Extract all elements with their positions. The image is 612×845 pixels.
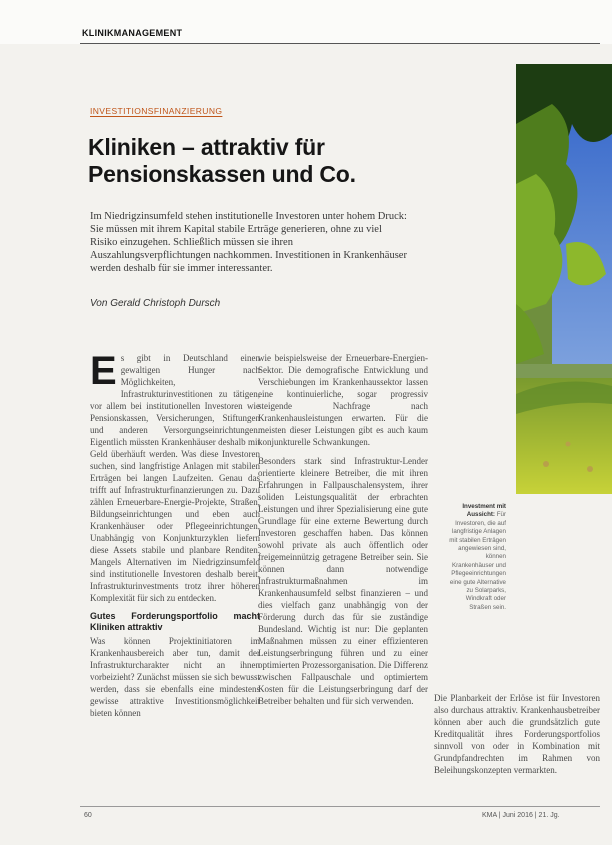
paragraph: Besonders stark sind Infrastruktur-Lender orientierte kleinere Betreiber, die mit ihren Erfahrungen in Fallpauschalensystem, ihrer soliden Leistungsqualität der erbrachten Leistungen und ihrer Spezialisierung eine gute Grundlage für eine externe Bewertung durch Investoren geschaffen haben. Das können sowohl private als auch öffentlich oder freigemeinnützig getragene Betreiber sein. Sie können dann notwendige Infrastrukturmaßnahmen im Krankenhausumfeld selbst finanzieren – und dies vielfach ganz unabhängig von der Förderung durch das für sie zuständige Bundesland. Wichtig ist nur: Die geplanten Maßnahmen müssen zu einer effizienteren Leistungserbringung führen und zu einer optimierten Prozessorganisation. Die Differenz zwischen Fallpauschale und optimiertem Kosten für die Leistungserbringung darf der Betreiber behalten und für sich verwenden. xyxy=(258,456,428,706)
article-subhead: Gutes Forderungsportfolio macht Kliniken attraktiv xyxy=(90,611,260,632)
section-header: KLINIKMANAGEMENT xyxy=(82,28,183,38)
article-kicker: INVESTITIONSFINANZIERUNG xyxy=(90,106,223,116)
footer-rule xyxy=(80,806,600,807)
paragraph-text: s gibt in Deutschland einen gewaltigen Hunger nach Möglichkeiten, Infrastrukturinvestitionen zu tätigen, vor allem bei institutionellen Investoren wie Pensionskassen, Versicherungen, Stiftungen und anderen Versorgungseinrichtungen. Eigentlich müssten Krankenhäuser deshalb mit Geld überhäuft werden. Was diese Investoren suchen, sind langfristige Anlagen mit stabilen Erträgen bei langen Laufzeiten. Genau das trifft auf Infrastrukturfinanzierungen zu. Dazu zählen Erneuerbare-Energie-Projekte, Straßen, Bildungseinrichtungen und eben auch Krankenhäuser oder Pflegeeinrichtungen. Unabhängig von Konjunkturzyklen liefern diese Assets stabile und planbare Renditen. Mangels Alternativen im Niedrigzinsumfeld sind institutionelle Investoren deshalb bereit, Infrastrukturinvestments trotz ihrer höheren Komplexität für sich zu entdecken. xyxy=(90,353,260,603)
landscape-photo xyxy=(516,64,612,494)
article-title: Kliniken – attraktiv für Pensionskassen und Co. xyxy=(88,134,356,187)
publication-info: KMA | Juni 2016 | 21. Jg. xyxy=(482,812,560,819)
page-number: 60 xyxy=(84,812,92,819)
body-column-3: Die Planbarkeit der Erlöse ist für Investoren also durchaus attraktiv. Krankenhausbetreiber können aber auch die grundsätzlich gute Kreditqualität ihres Forderungsportfolios sinnvoll von oder in Kombination mit Grundpfandrechten im Rahmen von Beleihungskonzepten vermarkten. xyxy=(434,693,600,775)
body-column-1 xyxy=(90,349,260,726)
article-lead: Im Niedrigzinsumfeld stehen institutionelle Investoren unter hohem Druck: Sie müssen mit ihrem Kapital stabile Erträge generieren, ohne zu viel Risiko einzugehen. Schließlich müssen sie ihren Auszahlungsverpflichtungen nachkommen. Investitionen in Krankenhäuser werden deshalb für sie immer interessanter. xyxy=(90,211,407,274)
caption-text: Für Investoren, die auf langfristige Anlagen mit stabilen Erträgen angewiesen sind, können Krankenhäuser und Pflegeeinrichtungen eine gute Alternative zu Solarparks, Windkraft oder Straßen sein. xyxy=(449,511,506,611)
paragraph: Was können Projektinitiatoren im Krankenhausbereich aber tun, damit der Infrastrukturcharakter nicht an ihnen vorbeizieht? Zunächst müssen sie sich bewusst werden, dass sie ebenfalls eine mindestens gewisse attraktive Investitionsmöglichkeit bieten können xyxy=(90,636,260,718)
paragraph: wie beispielsweise der Erneuerbare-Energien-Sektor. Die demografische Entwicklung und Verschiebungen im Krankenhaussektor lassen eine kontinuierliche, sogar progressiv steigende Nachfrage nach Krankenhausleistungen erwarten. Für die meisten dieser Leistungen gibt es auch kaum konjunkturelle Schwankungen. xyxy=(258,353,428,447)
header-rule xyxy=(80,43,600,44)
photo-caption xyxy=(446,503,506,612)
caption-title: Investment mit Aussicht: xyxy=(462,503,506,519)
paragraph xyxy=(90,349,260,604)
article-byline: Von Gerald Christoph Dursch xyxy=(90,298,221,309)
photo-illustration xyxy=(516,64,612,494)
body-column-2 xyxy=(258,352,428,714)
drop-cap: E xyxy=(90,349,117,393)
